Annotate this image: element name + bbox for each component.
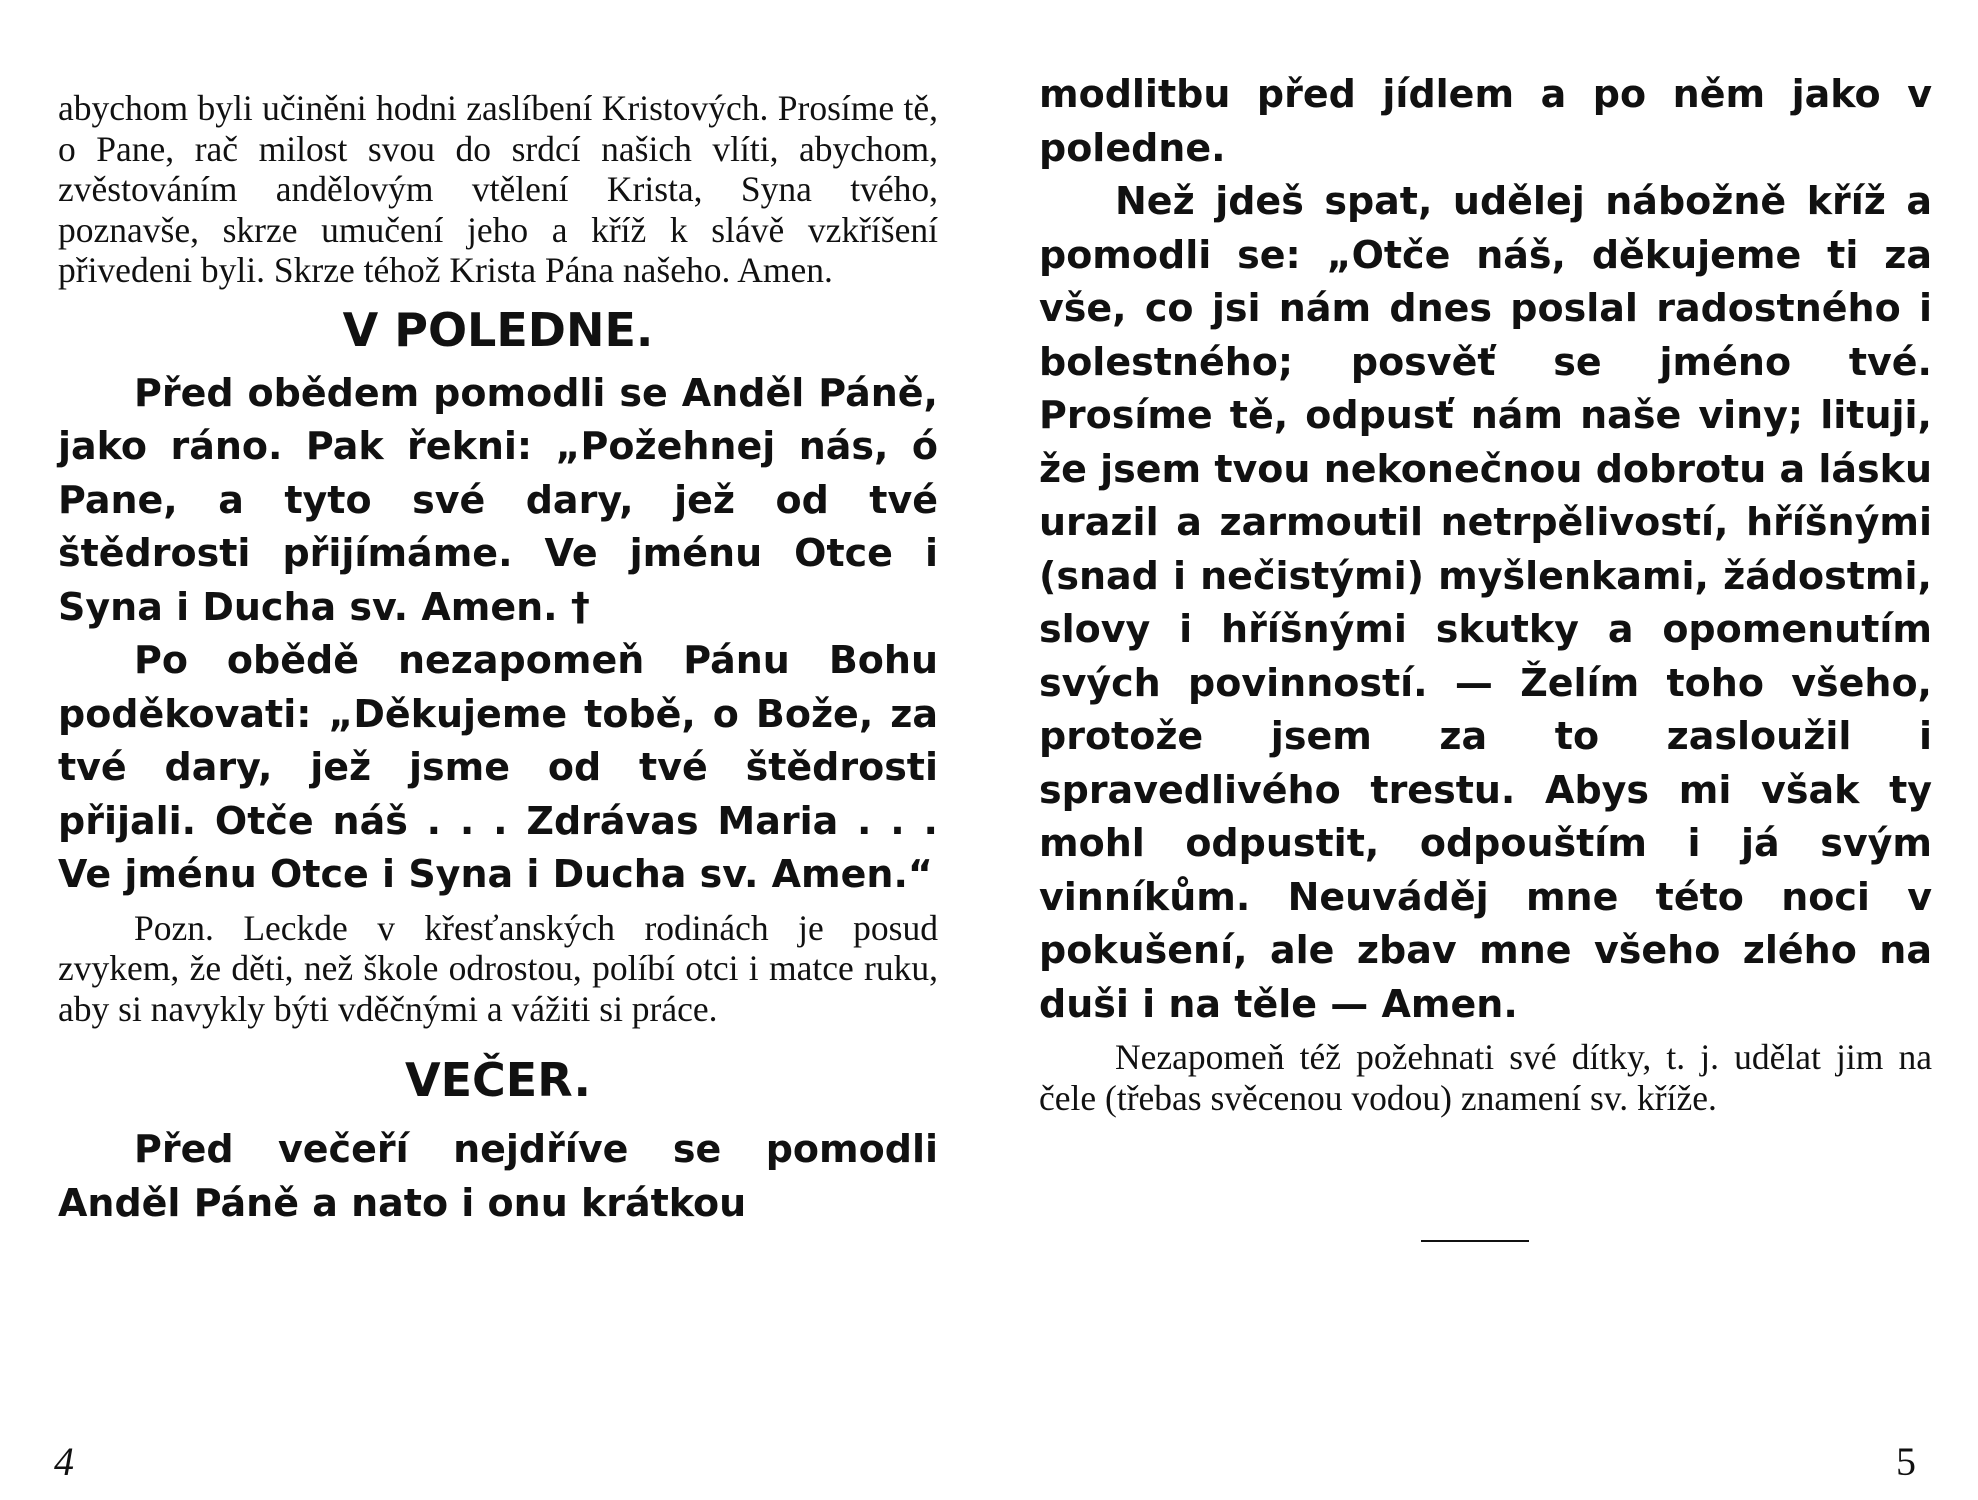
noon-paragraph-1: Před obědem pomodli se Anděl Páně, jako ráno. Pak řekni: „Požehnej nás, ó Pane, a tyto své dary, jež od tvé štědrosti přijímáme. Ve jménu Otce i Syna i Ducha sv. Amen. † [58,370,938,629]
right-text-column [1039,68,1932,1118]
page-number-right: 5 [1896,1439,1916,1484]
section-divider [1421,1240,1529,1242]
continuation-paragraph: modlitbu před jídlem a po něm jako v poledne. [1039,72,1932,170]
evening-paragraph: Před večeří nejdříve se pomodli Anděl Páně a nato i onu krátkou [58,1127,938,1225]
blessing-paragraph: Nezapomeň též požehnati své dítky, t. j. udělat jim na čele (třebas svěcenou vodou) znamení sv. kříže. [1039,1037,1932,1118]
heading-evening: VEČER. [405,1053,591,1107]
page-number-left: 4 [54,1439,74,1484]
noon-paragraph-2: Po obědě nezapomeň Pánu Bohu poděkovati: „Děkujeme tobě, o Bože, za tvé dary, jež jsme od tvé štědrosti přijali. Otče náš . . . Zdrávas Maria . . . Ve jménu Otce i Syna i Ducha sv. Amen.“ [58,638,938,896]
heading-noon: V POLEDNE. [342,302,654,357]
left-text-column [58,88,938,1230]
right-page [989,0,1978,1500]
bedtime-paragraph: Než jdeš spat, udělej nábožně kříž a pomodli se: „Otče náš, děkujeme ti za vše, co jsi nám dnes poslal radostného i bolestného; posvěť se jméno tvé. Prosíme tě, odpusť nám naše viny; lituji, že jsem tvou nekonečnou dobrotu a lásku urazil a zarmoutil netrpělivostí, hříšnými (snad i nečistými) myšlenkami, žádostmi, slovy i hříšnými skutky a opomenutím svých povinností. — Želím toho všeho, protože jsem za to zasloužil i spravedlivého trestu. Abys mi však ty mohl odpustit, odpouštím i já svým vinníkům. Neuváděj mne této noci v pokušení, ale zbav mne všeho zlého na duši i na těle — Amen. [1039,179,1932,1026]
note-paragraph: Pozn. Leckde v křesťanských rodinách je posud zvykem, že děti, než škole odrostou, políbí otci i matce ruku, aby si navykly býti vděčnými a vážiti si práce. [58,907,938,1029]
intro-paragraph: abychom byli učiněni hodni zaslíbení Kristových. Prosíme tě, o Pane, rač milost svou do srdcí našich vlíti, abychom, zvěstováním andělovým vtělení Krista, Syna tvého, poznavše, skrze umučení jeho a kříž k slávě vzkříšení přivedeni byli. Skrze téhož Krista Pána našeho. Amen. [58,88,938,290]
